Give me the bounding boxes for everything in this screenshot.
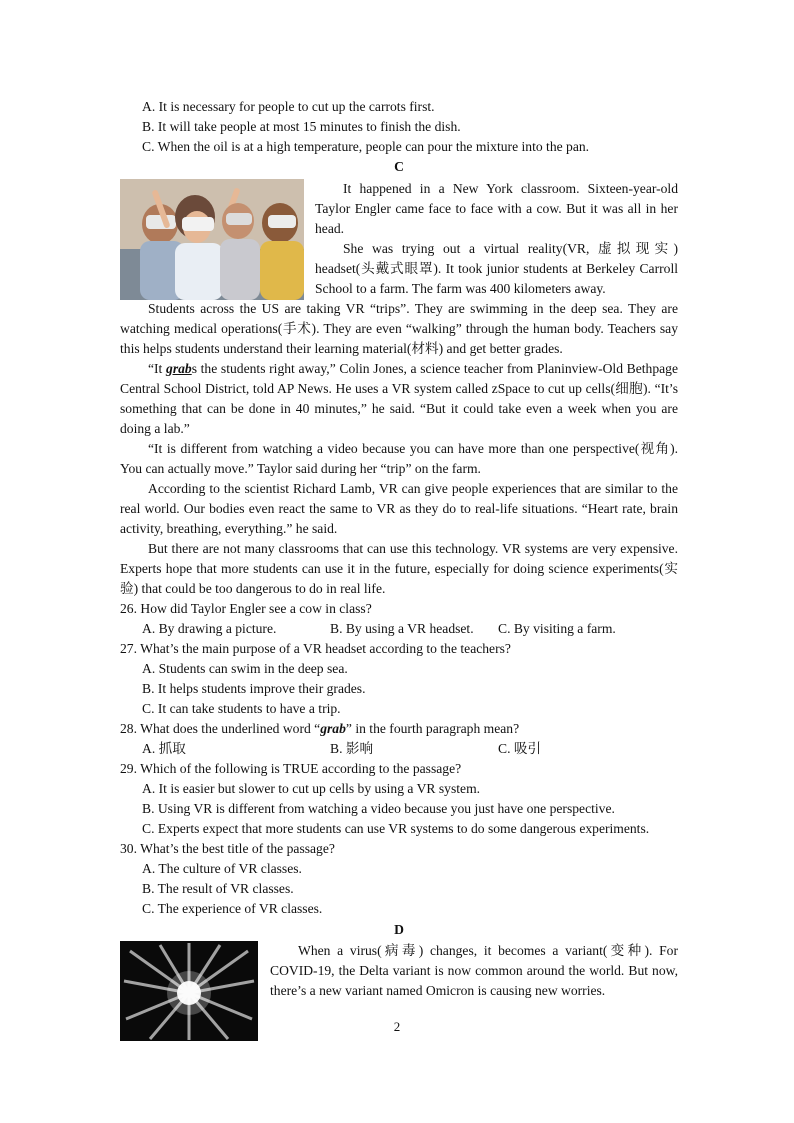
question-27: 27. What’s the main purpose of a VR headset according to the teachers?: [120, 641, 511, 656]
section-d-intro: [270, 941, 678, 1001]
q28-option-b: B. 影响: [330, 741, 374, 756]
q27-option-b: B. It helps students improve their grades.: [142, 681, 366, 696]
paragraph-4: [120, 359, 678, 439]
q26-option-b: B. By using a VR headset.: [330, 621, 474, 636]
option-c: C. When the oil is at a high temperature, people can pour the mixture into the pan.: [142, 139, 590, 154]
q28-word-grab: grab: [320, 721, 346, 736]
q29-option-c: C. Experts expect that more students can use VR systems to do some dangerous experiments.: [142, 821, 650, 836]
question-26: 26. How did Taylor Engler see a cow in class?: [120, 601, 372, 616]
question-29: 29. Which of the following is TRUE according to the passage?: [120, 761, 462, 776]
page-number: 2: [393, 1019, 401, 1034]
vr-classroom-photo: [120, 179, 304, 300]
q30-option-b: B. The result of VR classes.: [142, 881, 294, 896]
option-a: A. It is necessary for people to cut up the carrots first.: [142, 99, 435, 114]
q28-start: 28. What does the underlined word “: [120, 721, 321, 736]
questions: [120, 599, 678, 919]
q30-option-c: C. The experience of VR classes.: [142, 901, 323, 916]
q27-option-a: A. Students can swim in the deep sea.: [142, 661, 348, 676]
question-26-options: [120, 619, 678, 639]
q29-option-b: B. Using VR is different from watching a video because you just have one perspective.: [142, 801, 615, 816]
paragraph-2: She was trying out a virtual reality(VR, 虚拟现实) headset(头戴式眼罩). It took junior students at Berkeley Carroll School to a farm. The farm was 400 kilometers away.: [315, 241, 678, 296]
underlined-word-grab: grab: [166, 361, 192, 376]
question-28-options: [120, 739, 678, 759]
q28-end: ” in the fourth paragraph mean?: [345, 721, 520, 736]
paragraph-4-rest: s the students right away,” Colin Jones, a science teacher from Planinview-Old Bethpage Central School District, told AP News. He uses a VR system called zSpace to cut up cells(细胞). “It’s something that can be done in 40 minutes,” he said. “But it could take even a week when you are doing a lab.”: [120, 361, 678, 436]
q26-option-a: A. By drawing a picture.: [142, 621, 277, 636]
q29-option-a: A. It is easier but slower to cut up cells by using a VR system.: [142, 781, 481, 796]
q27-option-c: C. It can take students to have a trip.: [142, 701, 341, 716]
question-28: [120, 719, 678, 739]
paragraph-7: But there are not many classrooms that can use this technology. VR systems are very expensive. Experts hope that more students can use it in the future, especially for doing science experiments(实验) that could be too dangerous to do in real life.: [120, 541, 678, 596]
option-b: B. It will take people at most 15 minutes to finish the dish.: [142, 119, 461, 134]
paragraph-1: It happened in a New York classroom. Sixteen-year-old Taylor Engler came face to face with a cow. But it was all in her head.: [315, 181, 678, 236]
q28-option-a: A. 抓取: [142, 741, 186, 756]
section-c-body: [120, 299, 678, 599]
section-d-paragraph-1: When a virus(病毒) changes, it becomes a variant(变种). For COVID-19, the Delta variant is now common around the world. But now, there’s a new variant named Omicron is causing new worries.: [270, 943, 678, 998]
paragraph-5: “It is different from watching a video because you can have more than one perspective(视角). You can actually move.” Taylor said during her “trip” on the farm.: [120, 441, 678, 476]
question-30: 30. What’s the best title of the passage?: [120, 841, 335, 856]
q28-option-c: C. 吸引: [498, 741, 542, 756]
previous-options: [120, 97, 700, 157]
section-c-intro: [315, 179, 678, 299]
section-c-heading: C: [394, 159, 404, 174]
q30-option-a: A. The culture of VR classes.: [142, 861, 302, 876]
paragraph-3: Students across the US are taking VR “trips”. They are swimming in the deep sea. They are watching medical operations(手术). They are even “walking” through the human body. Teachers say this helps students understand their learning material(材料) and get better grades.: [120, 301, 678, 356]
section-d-heading: D: [394, 922, 404, 937]
q26-option-c: C. By visiting a farm.: [498, 621, 616, 636]
vr-students-illustration: [120, 179, 304, 300]
paragraph-6: According to the scientist Richard Lamb, VR can give people experiences that are similar to the real world. Our bodies even react the same to VR as they do to real-life situations. “Heart rate, brain activity, breathing, everything.” he said.: [120, 481, 678, 536]
paragraph-4-start: “It: [148, 361, 167, 376]
